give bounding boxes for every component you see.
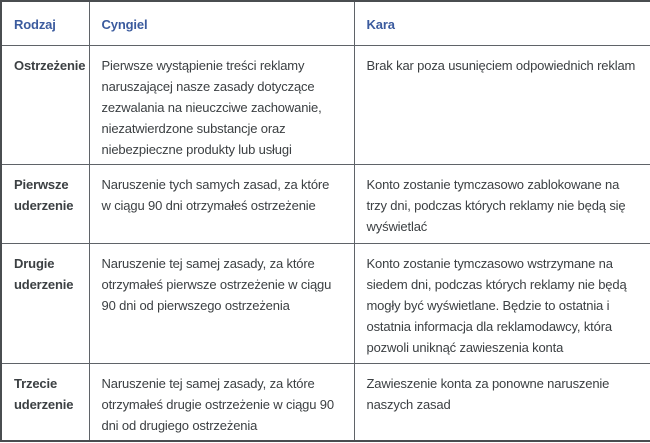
table-row-first-strike bbox=[1, 164, 650, 243]
type-cell: Drugie uderzenie bbox=[1, 243, 89, 363]
table-row-warning bbox=[1, 45, 650, 164]
penalty-cell: Konto zostanie tymczasowo wstrzymane na siedem dni, podczas których reklamy nie będą mogły być wyświetlane. Będzie to ostatnia i ostatnia informacja dla reklamodawcy, która pozwoli uniknąć zawieszenia konta bbox=[354, 243, 650, 363]
column-header-cyngiel: Cyngiel bbox=[89, 1, 354, 45]
trigger-cell: Naruszenie tej samej zasady, za które otrzymałeś pierwsze ostrzeżenie w ciągu 90 dni od pierwszego ostrzeżenia bbox=[89, 243, 354, 363]
trigger-cell: Naruszenie tych samych zasad, za które w ciągu 90 dni otrzymałeś ostrzeżenie bbox=[89, 164, 354, 243]
type-cell: Trzecie uderzenie bbox=[1, 363, 89, 441]
table-row-second-strike bbox=[1, 243, 650, 363]
table-row-third-strike bbox=[1, 363, 650, 441]
trigger-cell: Naruszenie tej samej zasady, za które otrzymałeś drugie ostrzeżenie w ciągu 90 dni od drugiego ostrzeżenia bbox=[89, 363, 354, 441]
trigger-cell: Pierwsze wystąpienie treści reklamy naruszającej nasze zasady dotyczące zezwalania na nieuczciwe zachowanie, niezatwierdzone substancje oraz niebezpieczne produkty lub usługi bbox=[89, 45, 354, 164]
penalty-cell: Konto zostanie tymczasowo zablokowane na trzy dni, podczas których reklamy nie będą się wyświetlać bbox=[354, 164, 650, 243]
column-header-rodzaj: Rodzaj bbox=[1, 1, 89, 45]
header-row bbox=[1, 1, 650, 45]
column-header-kara: Kara bbox=[354, 1, 650, 45]
penalty-cell: Brak kar poza usunięciem odpowiednich reklam bbox=[354, 45, 650, 164]
type-cell: Pierwsze uderzenie bbox=[1, 164, 89, 243]
penalty-cell: Zawieszenie konta za ponowne naruszenie naszych zasad bbox=[354, 363, 650, 441]
type-cell: Ostrzeżenie bbox=[1, 45, 89, 164]
